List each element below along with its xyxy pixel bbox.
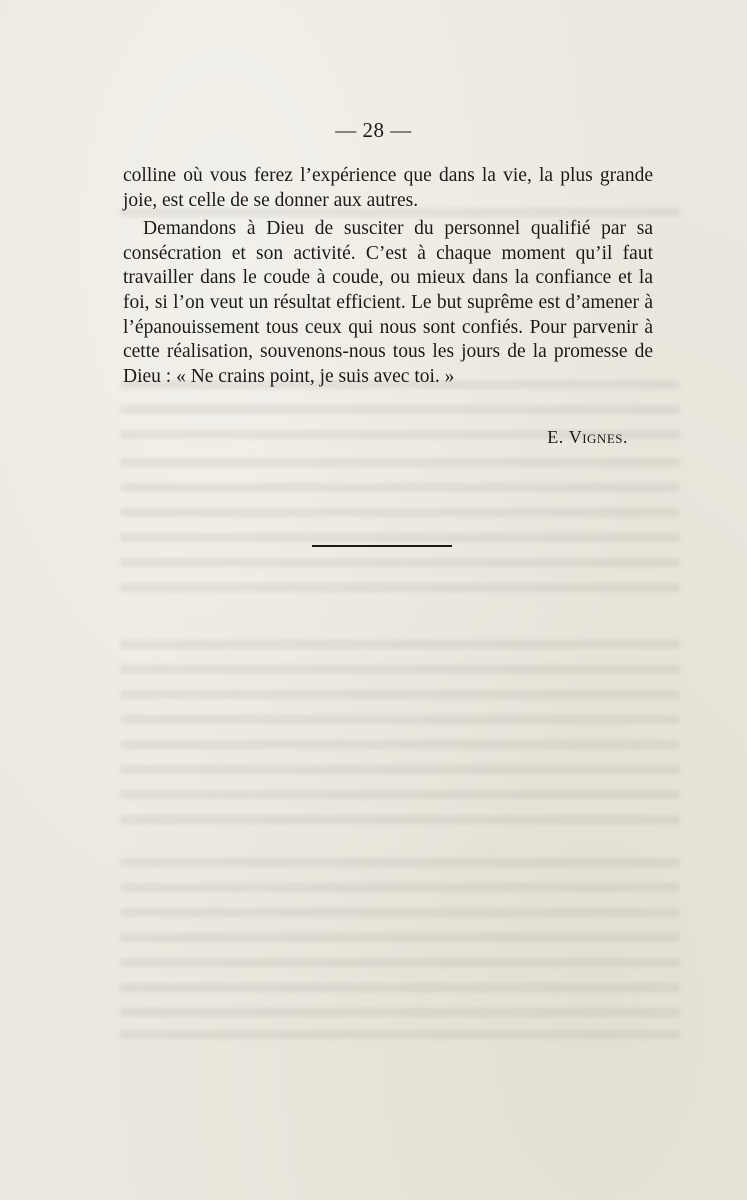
- bleed-through-line: [120, 458, 680, 467]
- bleed-through-line: [120, 933, 680, 942]
- bleed-through-line: [120, 983, 680, 992]
- bleed-through-line: [120, 765, 680, 774]
- bleed-through-line: [120, 790, 680, 799]
- page-number: — 28 —: [335, 118, 412, 142]
- section-divider: [312, 545, 452, 547]
- bleed-through-line: [120, 665, 680, 674]
- bleed-through-line: [120, 690, 680, 699]
- bleed-through-line: [120, 533, 680, 542]
- bleed-through-line: [120, 740, 680, 749]
- bleed-through-line: [120, 583, 680, 592]
- bleed-through-line: [120, 883, 680, 892]
- bleed-through-line: [120, 715, 680, 724]
- bleed-through-line: [120, 483, 680, 492]
- author-signature: [400, 427, 628, 448]
- bleed-through-line: [120, 958, 680, 967]
- bleed-through-line: [120, 508, 680, 517]
- bleed-through-line: [120, 1008, 680, 1017]
- author-initial: E.: [547, 427, 564, 447]
- bleed-through-line: [120, 640, 680, 649]
- bleed-through-line: [120, 405, 680, 414]
- bleed-through-line: [120, 558, 680, 567]
- bleed-through-line: [120, 815, 680, 824]
- author-surname: Vignes.: [568, 427, 628, 447]
- paragraph-continuation: colline où vous ferez l’expérience que dans la vie, la plus grande joie, est celle de se donner aux autres.: [123, 165, 653, 211]
- bleed-through-line: [120, 858, 680, 867]
- bleed-through-line: [120, 908, 680, 917]
- paragraph-prayer: Demandons à Dieu de susciter du personnel qualifié par sa consécration et son activité. C’est à chaque moment qu’il faut travailler dans le coude à coude, ou mieux dans la confiance et la foi, si l’on veut un résultat efficient. Le but suprême est d’amener à l’épanouissement tous ceux qui nous sont confiés. Pour parvenir à cette réalisation, souvenons-nous tous les jours de la promesse de Dieu : « Ne crains point, je suis avec toi. »: [123, 218, 653, 387]
- bleed-through-line: [120, 1030, 680, 1039]
- body-text: [123, 164, 653, 389]
